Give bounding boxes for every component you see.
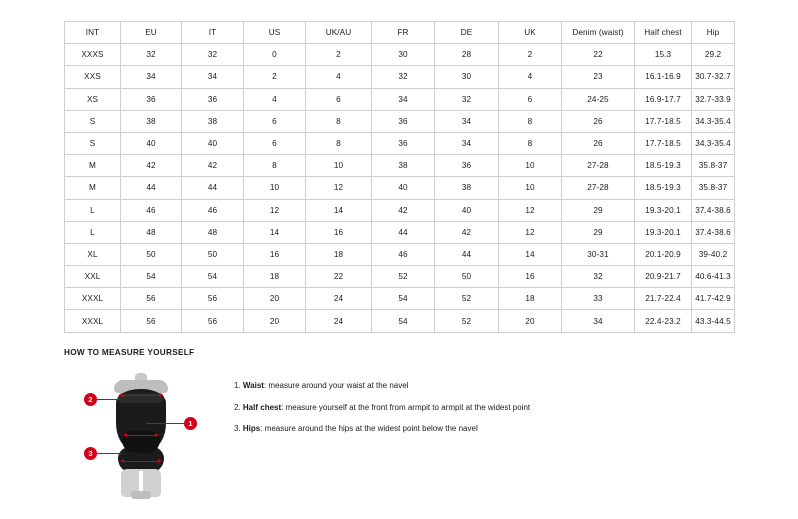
column-header: FR: [372, 22, 435, 44]
cell: 22: [562, 44, 635, 66]
cell: XXL: [65, 266, 121, 288]
cell: 40: [121, 132, 182, 154]
mannequin-icon: [104, 373, 178, 499]
cell: 14: [306, 199, 372, 221]
section-title: HOW TO MEASURE YOURSELF: [64, 348, 195, 357]
cell: 30: [372, 44, 435, 66]
cell: 42: [435, 221, 499, 243]
cell: 4: [244, 88, 306, 110]
cell: 0: [244, 44, 306, 66]
callout-badge-hips: 3: [84, 447, 97, 460]
table-row: [65, 177, 735, 199]
cell: 34: [182, 66, 244, 88]
cell: 41.7-42.9: [692, 288, 735, 310]
cell: L: [65, 199, 121, 221]
cell: 20: [244, 310, 306, 332]
instruction-index: 1.: [234, 381, 241, 390]
cell: 18: [244, 266, 306, 288]
mannequin-stand: [131, 491, 151, 499]
table-row: [65, 266, 735, 288]
cell: 14: [244, 221, 306, 243]
cell: 35.8-37: [692, 155, 735, 177]
cell: 8: [499, 132, 562, 154]
table-row: [65, 155, 735, 177]
cell: 12: [244, 199, 306, 221]
callout-badge-waist: 1: [184, 417, 197, 430]
cell: 42: [182, 155, 244, 177]
cell: 48: [182, 221, 244, 243]
cell: L: [65, 221, 121, 243]
cell: 4: [499, 66, 562, 88]
cell: 6: [244, 110, 306, 132]
cell: 50: [121, 243, 182, 265]
callout-line-waist: [146, 423, 184, 424]
cell: 46: [372, 243, 435, 265]
table-row: [65, 66, 735, 88]
cell: XXXL: [65, 288, 121, 310]
cell: 18: [499, 288, 562, 310]
column-header: EU: [121, 22, 182, 44]
cell: 37.4-38.6: [692, 221, 735, 243]
cell: 8: [499, 110, 562, 132]
cell: 32: [435, 88, 499, 110]
cell: 43.3-44.5: [692, 310, 735, 332]
cell: 26: [562, 110, 635, 132]
table-header-row: [65, 22, 735, 44]
cell: 12: [499, 199, 562, 221]
cell: 14: [499, 243, 562, 265]
cell: 18.5-19.3: [635, 155, 692, 177]
cell: 40: [435, 199, 499, 221]
instruction-hips: [234, 424, 530, 434]
column-header: IT: [182, 22, 244, 44]
cell: 39-40.2: [692, 243, 735, 265]
cell: 22.4-23.2: [635, 310, 692, 332]
column-header: Hip: [692, 22, 735, 44]
cell: 32: [121, 44, 182, 66]
table-row: [65, 132, 735, 154]
cell: 38: [121, 110, 182, 132]
cell: 17.7-18.5: [635, 132, 692, 154]
table-row: [65, 221, 735, 243]
cell: 27-28: [562, 155, 635, 177]
table-row: [65, 310, 735, 332]
column-header: Denim (waist): [562, 22, 635, 44]
cell: 56: [182, 310, 244, 332]
column-header: INT: [65, 22, 121, 44]
cell: 6: [499, 88, 562, 110]
how-to-measure-section: [64, 348, 744, 499]
table-row: [65, 288, 735, 310]
instruction-text: : measure around the hips at the widest point below the navel: [260, 424, 478, 434]
instruction-index: 3.: [234, 424, 241, 434]
cell: 56: [182, 288, 244, 310]
table-row: [65, 88, 735, 110]
cell: 44: [182, 177, 244, 199]
cell: 36: [121, 88, 182, 110]
size-table: [64, 21, 735, 333]
measure-instructions: [234, 369, 530, 446]
cell: 24-25: [562, 88, 635, 110]
cell: 27-28: [562, 177, 635, 199]
cell: 2: [306, 44, 372, 66]
cell: 54: [372, 310, 435, 332]
instruction-term: Waist: [242, 381, 264, 390]
cell: 42: [372, 199, 435, 221]
cell: XXS: [65, 66, 121, 88]
cell: 32.7-33.9: [692, 88, 735, 110]
cell: 20: [244, 288, 306, 310]
cell: 42: [121, 155, 182, 177]
cell: 52: [435, 310, 499, 332]
cell: M: [65, 177, 121, 199]
cell: 44: [372, 221, 435, 243]
cell: 30: [435, 66, 499, 88]
cell: 6: [306, 88, 372, 110]
cell: 18: [306, 243, 372, 265]
cell: 8: [306, 110, 372, 132]
instruction-text: : measure yourself at the front from armpit to armpit at the widest point: [281, 402, 531, 412]
instruction-term: Hips: [242, 424, 261, 434]
cell: XS: [65, 88, 121, 110]
cell: 16.1-16.9: [635, 66, 692, 88]
cell: 44: [121, 177, 182, 199]
instruction-half-chest: [234, 403, 530, 413]
instruction-term: Half chest: [242, 402, 282, 412]
cell: 32: [562, 266, 635, 288]
table-row: [65, 110, 735, 132]
cell: 36: [182, 88, 244, 110]
cell: 36: [372, 132, 435, 154]
cell: 28: [435, 44, 499, 66]
cell: XXXS: [65, 44, 121, 66]
instruction-text: : measure around your waist at the navel: [263, 381, 409, 390]
cell: 29: [562, 199, 635, 221]
cell: 32: [182, 44, 244, 66]
cell: 52: [372, 266, 435, 288]
cell: 16: [499, 266, 562, 288]
cell: M: [65, 155, 121, 177]
cell: 37.4-38.6: [692, 199, 735, 221]
size-chart: [64, 21, 734, 333]
cell: 40.6-41.3: [692, 266, 735, 288]
cell: 54: [121, 266, 182, 288]
column-header: UK/AU: [306, 22, 372, 44]
cell: 34.3-35.4: [692, 110, 735, 132]
cell: 56: [121, 288, 182, 310]
cell: 30.7-32.7: [692, 66, 735, 88]
column-header: US: [244, 22, 306, 44]
cell: 35.8-37: [692, 177, 735, 199]
cell: 34: [562, 310, 635, 332]
cell: 46: [182, 199, 244, 221]
cell: 54: [372, 288, 435, 310]
cell: 2: [244, 66, 306, 88]
mannequin-diagram: [84, 369, 204, 499]
cell: 40: [182, 132, 244, 154]
cell: 50: [435, 266, 499, 288]
cell: 26: [562, 132, 635, 154]
column-header: UK: [499, 22, 562, 44]
cell: 18.5-19.3: [635, 177, 692, 199]
callout-badge-half-chest: 2: [84, 393, 97, 406]
cell: 38: [435, 177, 499, 199]
cell: XXXL: [65, 310, 121, 332]
cell: 16: [306, 221, 372, 243]
cell: 22: [306, 266, 372, 288]
cell: 16: [244, 243, 306, 265]
cell: 24: [306, 310, 372, 332]
column-header: Half chest: [635, 22, 692, 44]
cell: 21.7-22.4: [635, 288, 692, 310]
cell: 16.9-17.7: [635, 88, 692, 110]
half-chest-arrow-icon: [122, 395, 160, 396]
cell: 19.3-20.1: [635, 199, 692, 221]
cell: 34: [372, 88, 435, 110]
cell: 23: [562, 66, 635, 88]
instruction-index: 2.: [234, 402, 241, 412]
cell: 10: [499, 155, 562, 177]
instruction-waist: [234, 381, 530, 391]
cell: 34: [435, 110, 499, 132]
cell: 8: [306, 132, 372, 154]
cell: S: [65, 110, 121, 132]
measure-body: [64, 369, 744, 499]
cell: 19.3-20.1: [635, 221, 692, 243]
cell: 38: [372, 155, 435, 177]
cell: 17.7-18.5: [635, 110, 692, 132]
cell: 48: [121, 221, 182, 243]
cell: 4: [306, 66, 372, 88]
cell: 36: [372, 110, 435, 132]
callout-line-hips: [97, 453, 122, 454]
cell: 20.9-21.7: [635, 266, 692, 288]
cell: 34.3-35.4: [692, 132, 735, 154]
cell: 12: [306, 177, 372, 199]
cell: 15.3: [635, 44, 692, 66]
cell: 38: [182, 110, 244, 132]
cell: 29: [562, 221, 635, 243]
cell: XL: [65, 243, 121, 265]
cell: 46: [121, 199, 182, 221]
cell: 32: [372, 66, 435, 88]
cell: 8: [244, 155, 306, 177]
callout-line-half-chest: [97, 399, 119, 400]
cell: 44: [435, 243, 499, 265]
table-row: [65, 44, 735, 66]
cell: 34: [121, 66, 182, 88]
cell: 40: [372, 177, 435, 199]
table-row: [65, 243, 735, 265]
cell: 6: [244, 132, 306, 154]
cell: 50: [182, 243, 244, 265]
waist-arrow-icon: [126, 435, 156, 436]
cell: 12: [499, 221, 562, 243]
cell: 54: [182, 266, 244, 288]
cell: 20: [499, 310, 562, 332]
column-header: DE: [435, 22, 499, 44]
cell: 10: [499, 177, 562, 199]
cell: 29.2: [692, 44, 735, 66]
cell: S: [65, 132, 121, 154]
cell: 34: [435, 132, 499, 154]
cell: 52: [435, 288, 499, 310]
cell: 56: [121, 310, 182, 332]
cell: 24: [306, 288, 372, 310]
cell: 30-31: [562, 243, 635, 265]
cell: 2: [499, 44, 562, 66]
cell: 36: [435, 155, 499, 177]
cell: 20.1-20.9: [635, 243, 692, 265]
hips-arrow-icon: [123, 461, 159, 462]
cell: 10: [244, 177, 306, 199]
cell: 33: [562, 288, 635, 310]
table-row: [65, 199, 735, 221]
cell: 10: [306, 155, 372, 177]
